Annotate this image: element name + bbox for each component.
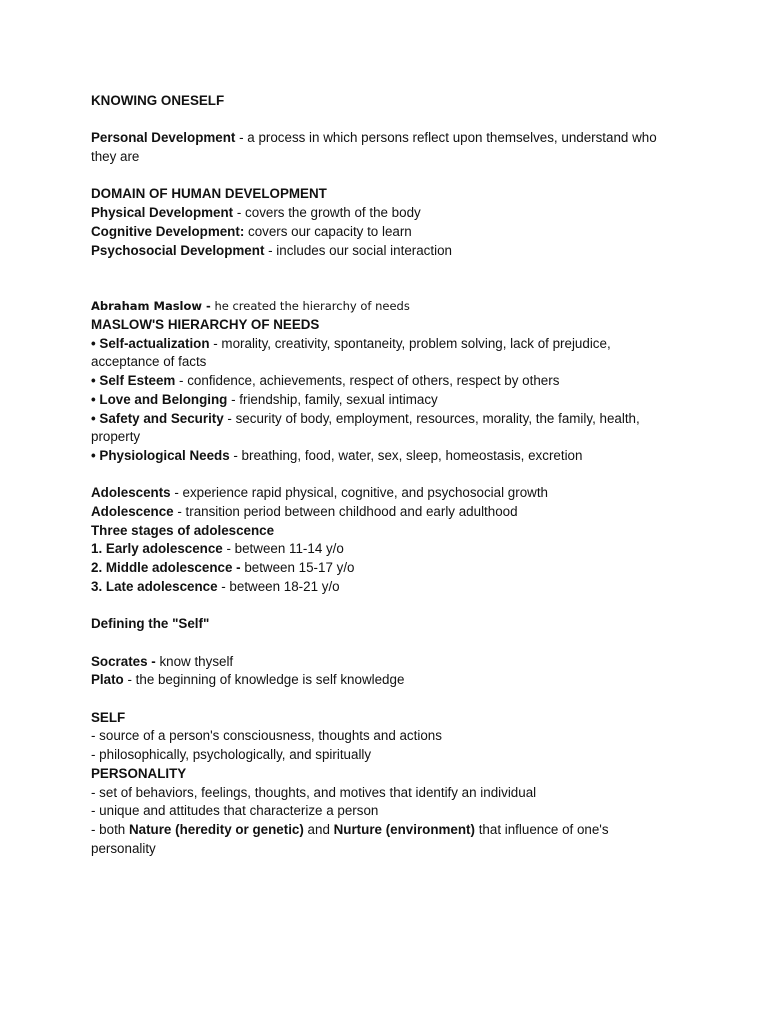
- section-heading-domain: DOMAIN OF HUMAN DEVELOPMENT: [91, 186, 327, 202]
- personal-development-def-cont: they are: [91, 149, 140, 165]
- definition: - morality, creativity, spontaneity, problem solving, lack of prejudice,: [209, 335, 611, 351]
- definition: between 15-17 y/o: [240, 560, 355, 576]
- document-content: [91, 92, 691, 858]
- maslow-item-self-actualization: [91, 335, 691, 354]
- maslow-item-self-actualization-cont: acceptance of facts: [91, 354, 207, 370]
- maslow-item-self-esteem: [91, 372, 691, 391]
- stage-middle: [91, 559, 691, 578]
- personality-line-3-cont: personality: [91, 840, 156, 856]
- definition: he created the hierarchy of needs: [210, 299, 410, 314]
- term: Adolescence: [91, 504, 174, 520]
- stage-early: [91, 540, 691, 559]
- term: Adolescents: [91, 485, 171, 501]
- personality-heading: PERSONALITY: [91, 765, 187, 781]
- definition: - between 11-14 y/o: [222, 541, 344, 557]
- definition: - friendship, family, sexual intimacy: [227, 391, 438, 407]
- definition: - transition period between childhood and early adulthood: [173, 504, 518, 520]
- personality-line-3: [91, 821, 691, 840]
- definition: - between 18-21 y/o: [217, 578, 340, 594]
- term: 2. Middle adolescence -: [91, 560, 241, 576]
- personality-line-2: - unique and attitudes that characterize a person: [91, 803, 379, 819]
- term: Cognitive Development: [91, 223, 240, 239]
- term: Socrates -: [91, 653, 156, 669]
- maslow-item-physiological: [91, 447, 691, 466]
- adolescence-def: [91, 503, 691, 522]
- section-heading-maslow: MASLOW'S HIERARCHY OF NEEDS: [91, 317, 320, 332]
- term: Psychosocial Development: [91, 242, 265, 258]
- definition: - covers the growth of the body: [233, 205, 421, 221]
- self-heading: SELF: [91, 709, 126, 725]
- maslow-item-safety-security: [91, 410, 691, 429]
- defining-self-heading: Defining the "Self": [91, 616, 210, 632]
- domain-item-physical: [91, 204, 691, 223]
- term: • Physiological Needs: [91, 447, 230, 463]
- stage-late: [91, 578, 691, 597]
- definition: know thyself: [155, 653, 234, 669]
- self-line-2: - philosophically, psychologically, and spiritually: [91, 747, 372, 763]
- document-title: KNOWING ONESELF: [91, 93, 225, 108]
- adolescents-def: [91, 484, 691, 503]
- definition: - security of body, employment, resources, morality, the family, health,: [223, 410, 640, 426]
- definition: - breathing, food, water, sex, sleep, homeostasis, excretion: [229, 447, 583, 463]
- plato-quote: [91, 671, 691, 690]
- term: Abraham Maslow -: [91, 299, 211, 314]
- stages-heading: Three stages of adolescence: [91, 522, 275, 538]
- definition: - a process in which persons reflect upon themselves, understand who: [235, 130, 657, 146]
- term: Plato: [91, 672, 124, 688]
- term: • Safety and Security: [91, 410, 224, 426]
- term: Personal Development: [91, 130, 236, 146]
- maslow-item-love-belonging: [91, 391, 691, 410]
- self-line-1: - source of a person's consciousness, thoughts and actions: [91, 728, 442, 744]
- colon: :: [239, 223, 245, 239]
- suffix: that influence of one's: [474, 821, 609, 837]
- personal-development-def: [91, 129, 691, 148]
- term: Physical Development: [91, 205, 234, 221]
- term: • Love and Belonging: [91, 391, 228, 407]
- definition: - confidence, achievements, respect of others, respect by others: [175, 373, 560, 389]
- definition: - experience rapid physical, cognitive, and psychosocial growth: [170, 485, 548, 501]
- term: 3. Late adolescence: [91, 578, 218, 594]
- maslow-intro: [91, 297, 691, 316]
- domain-item-cognitive: [91, 223, 691, 242]
- term: • Self-actualization: [91, 335, 210, 351]
- prefix: - both: [91, 821, 129, 837]
- nature-term: Nature (heredity or genetic): [128, 821, 304, 837]
- term: • Self Esteem: [91, 373, 176, 389]
- term: 1. Early adolescence: [91, 541, 223, 557]
- maslow-item-safety-security-cont: property: [91, 429, 141, 445]
- socrates-quote: [91, 653, 691, 672]
- personality-line-1: - set of behaviors, feelings, thoughts, and motives that identify an individual: [91, 784, 537, 800]
- definition: covers our capacity to learn: [244, 223, 412, 239]
- domain-item-psychosocial: [91, 242, 691, 261]
- nurture-term: Nurture (environment): [333, 821, 475, 837]
- definition: - includes our social interaction: [264, 242, 452, 258]
- conjunction: and: [303, 821, 334, 837]
- definition: - the beginning of knowledge is self knowledge: [123, 672, 405, 688]
